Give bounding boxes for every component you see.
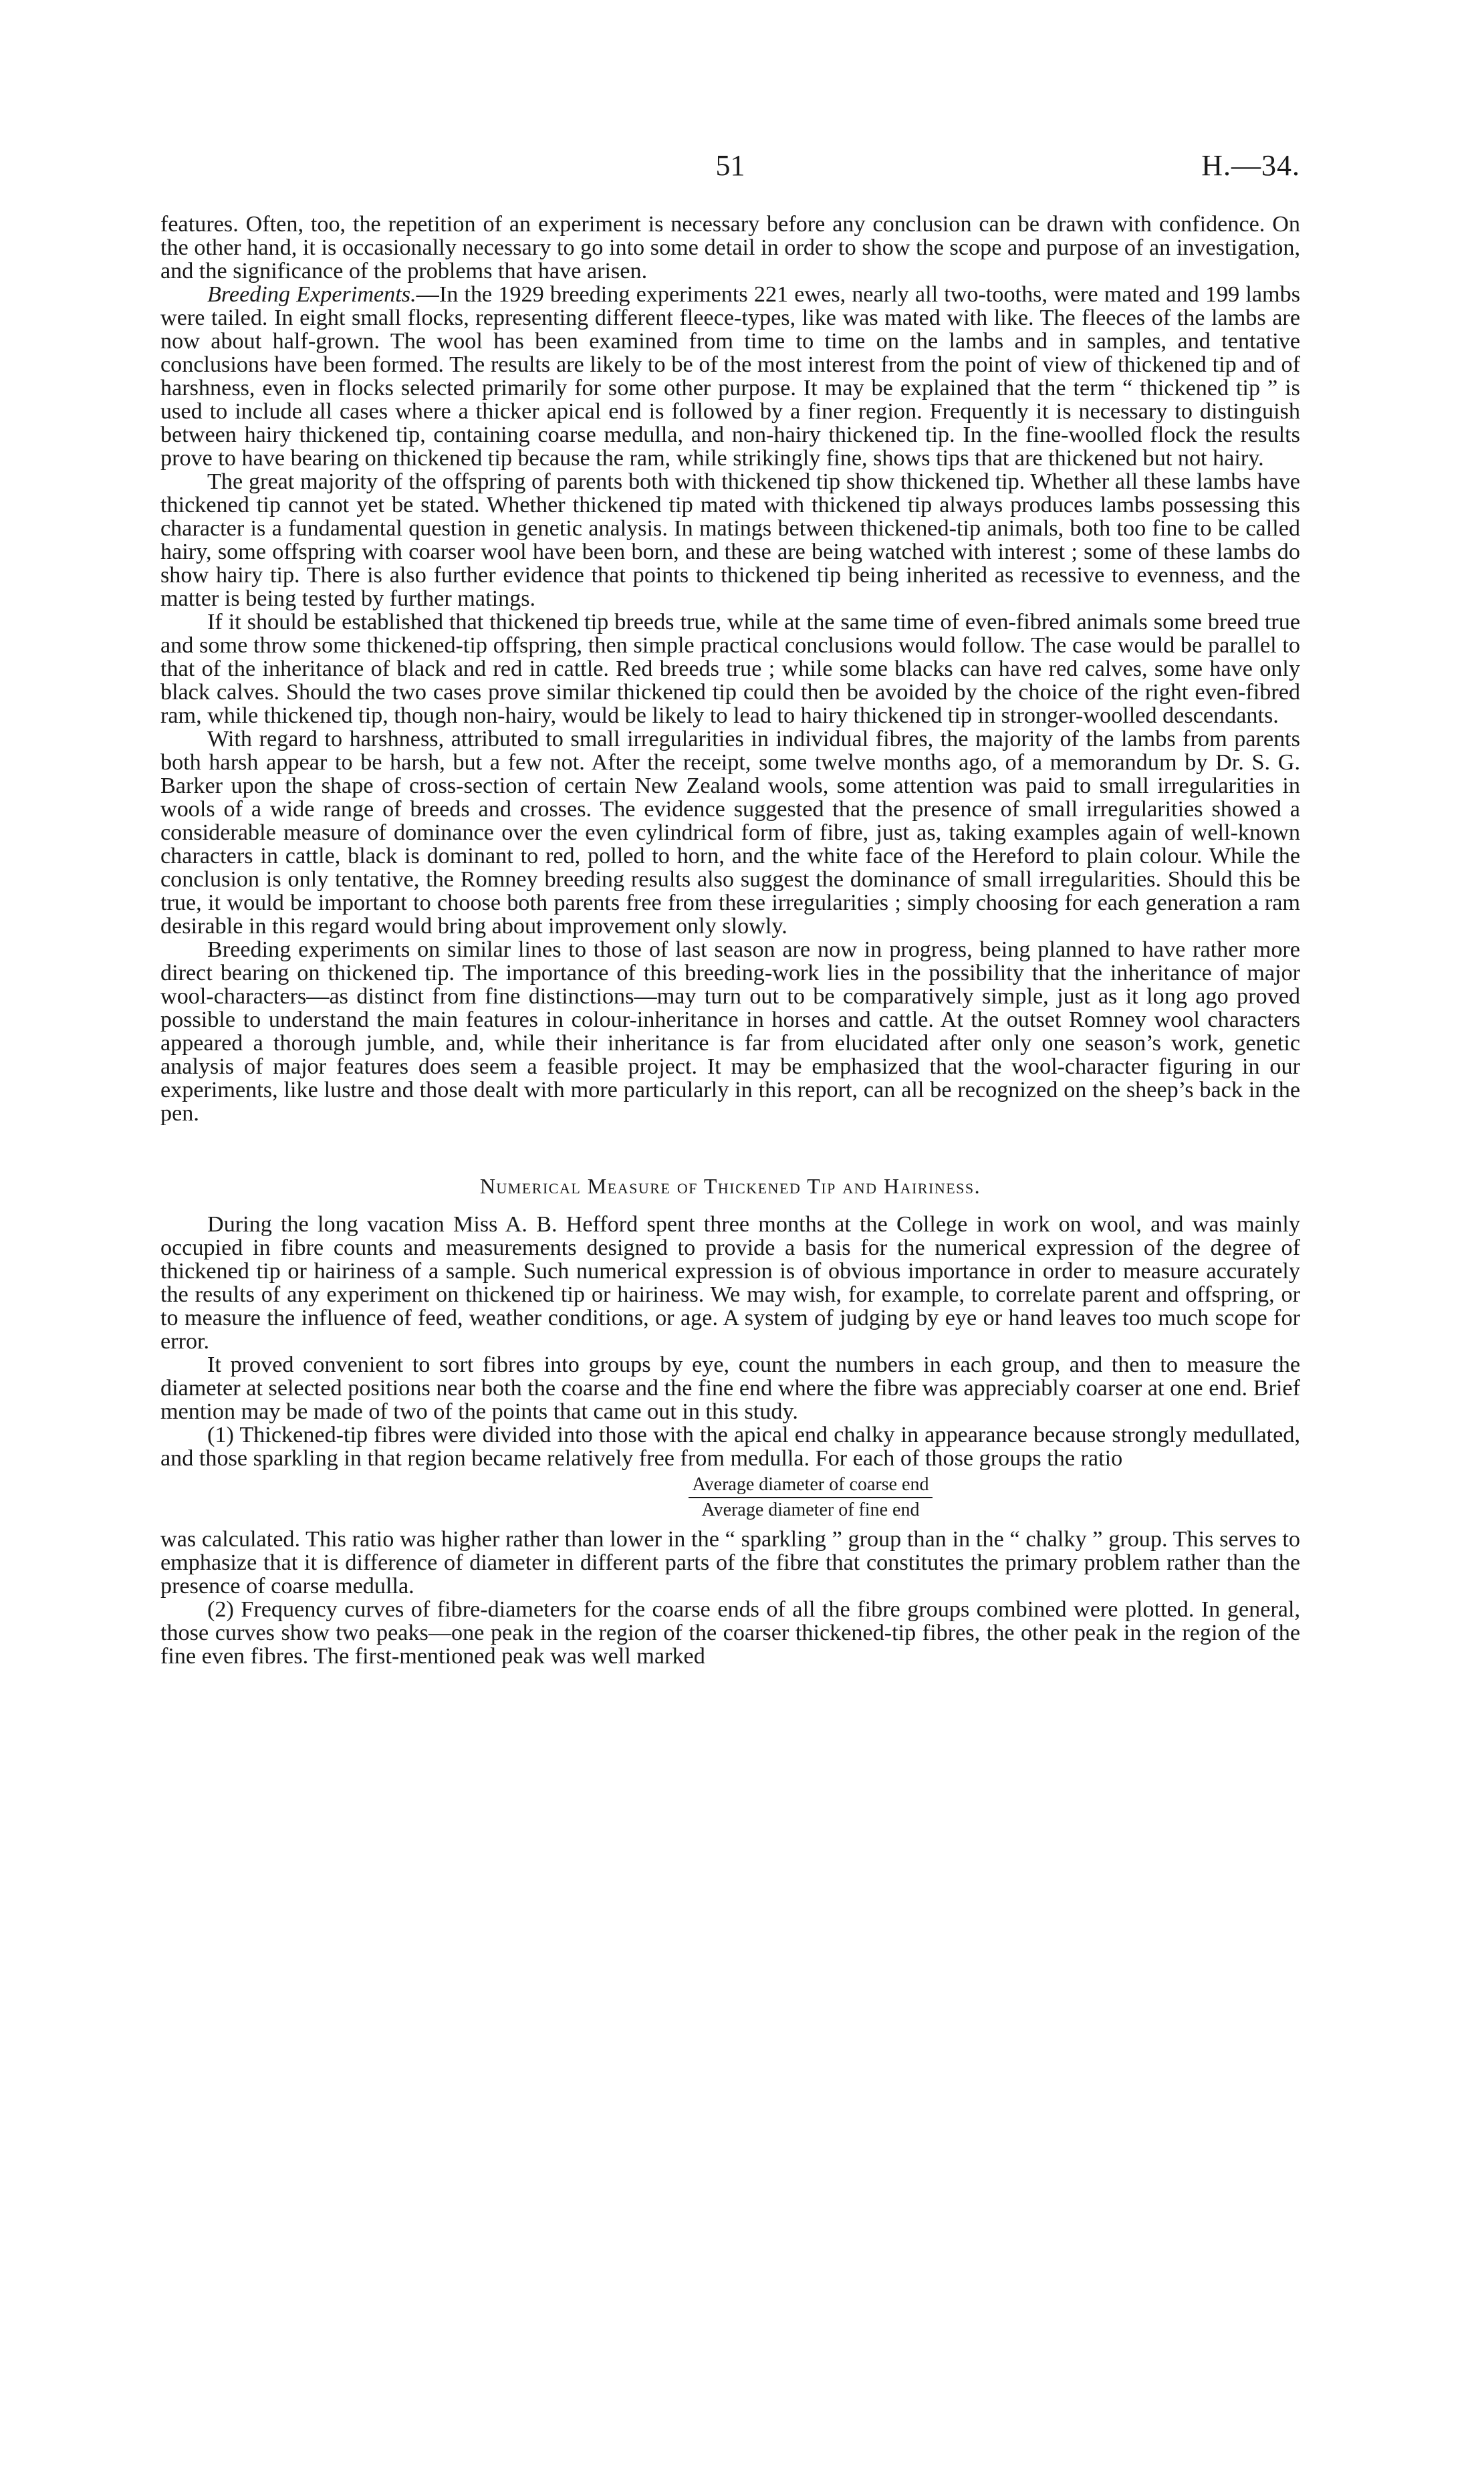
paragraph-harshness: With regard to harshness, attributed to small irregularities in individual fibres, the majority of the lambs from parents both harsh appear to be harsh, but a few not. After the receipt, some twelve months ago, of a memorandum by Dr. S. G. Barker upon the shape of cross-section of certain New Zealand wools, some attention was paid to small irregularities in wools of a wide range of breeds and crosses. The evidence suggested that the presence of small irregularities showed a considerable measure of dominance over the even cylindrical form of fibre, just as, taking examples again of well-known characters in cattle, black is dominant to red, polled to horn, and the white face of the Hereford to plain colour. While the conclusion is only tentative, the Romney breeding results also suggest the dominance of small irregularities. Should this be true, it would be important to choose both parents free from these irregularities ; simply choosing for each generation a ram desirable in this regard would bring about improvement only slowly. (160, 727, 1300, 939)
body-text (160, 213, 1300, 1668)
ratio-fraction (689, 1474, 933, 1521)
paragraph-point-two: (2) Frequency curves of fibre-diameters for the coarse ends of all the fibre groups combined were plotted. In general, those curves show two peaks—one peak in the region of the coarser thickened-tip fibres, the other peak in the region of the fine even fibres. The first-mentioned peak was well marked (160, 1597, 1300, 1669)
page-number: 51 (715, 149, 745, 182)
paragraph-point-one: (1) Thickened-tip fibres were divided into those with the apical end chalky in appearance because strongly medullated, and those sparkling in that region became relatively free from medulla. For each of those groups the ratio (160, 1423, 1300, 1471)
paragraph-sort-fibres: It proved convenient to sort fibres into groups by eye, count the numbers in each group, and then to measure the diameter at selected positions near both the coarse and the fine end where the fibre was appreciably coarser at one end. Brief mention may be made of two of the points that came out in this study. (160, 1352, 1300, 1424)
paragraph-offspring: The great majority of the offspring of parents both with thickened tip show thickened tip. Whether all these lambs have thickened tip cannot yet be stated. Whether thickened tip mated with thickened tip always produces lambs possessing this character is a fundamental question in genetic analysis. In matings between thickened-tip animals, both too fine to be called hairy, some offspring with coarser wool have been born, and these are being watched with interest ; some of these lambs do show hairy tip. There is also further evidence that points to thickened tip being inherited as recessive to evenness, and the matter is being tested by further matings. (160, 469, 1300, 611)
paragraph-long-vacation: During the long vacation Miss A. B. Hefford spent three months at the College in work on wool, and was mainly occupied in fibre counts and measurements designed to provide a basis for the numerical expression of the degree of thickened tip or hairiness of a sample. Such numerical expression is of obvious importance in order to measure accurately the results of any experiment on thickened tip or hairiness. We may wish, for example, to correlate parent and offspring, or to measure the influence of feed, weather conditions, or age. A system of judging by eye or hand leaves too much scope for error. (160, 1212, 1300, 1354)
paragraph-breeding-lines: Breeding experiments on similar lines to those of last season are now in progress, being planned to have rather more direct bearing on thickened tip. The importance of this breeding-work lies in the possibility that the inheritance of major wool-characters—as distinct from fine distinctions—may turn out to be comparatively simple, just as it long ago proved possible to understand the main features in colour-inheritance in horses and cattle. At the outset Romney wool characters appeared a thorough jumble, and, while their inheritance is far from elucidated after only one season’s work, genetic analysis of major features does seem a feasible project. It may be emphasized that the wool-character figuring in our experiments, like lustre and those dealt with more particularly in this report, can all be recognized on the sheep’s back in the pen. (160, 937, 1300, 1126)
paragraph-breeding-experiments (160, 283, 1300, 470)
fraction-numerator: Average diameter of coarse end (689, 1474, 933, 1498)
ratio-formula (160, 1474, 1300, 1521)
paragraph-breeds-true: If it should be established that thickened tip breeds true, while at the same time of even-fibred animals some breed true and some throw some thickened-tip offspring, then simple practical conclusions would follow. The case would be parallel to that of the inheritance of black and red in cattle. Red breeds true ; while some blacks can have red calves, some have only black calves. Should the two cases prove similar thickened tip could then be avoided by the choice of the right even-fibred ram, while thickened tip, though non-hairy, would be likely to lead to hairy thickened tip in stronger-woolled descendants. (160, 610, 1300, 728)
section-heading: Numerical Measure of Thickened Tip and Hairiness. (479, 1174, 981, 1198)
paragraph-continuation: features. Often, too, the repetition of an experiment is necessary before any conclusion can be drawn with confidence. On the other hand, it is occasionally necessary to go into some detail in order to show the scope and purpose of an investigation, and the significance of the problems that have arisen. (160, 212, 1300, 283)
breeding-experiments-lead: Breeding Experiments. (207, 282, 416, 307)
page-header (160, 148, 1300, 189)
document-reference: H.—34. (1201, 149, 1300, 182)
breeding-experiments-text: —In the 1929 breeding experiments 221 ewes, nearly all two-tooths, were mated and 199 lambs were tailed. In eight small flocks, representing different fleece-types, like was mated with like. The fleeces of the lambs are now about half-grown. The wool has been examined from time to time on the lambs and in samples, and tentative conclusions have been formed. The results are likely to be of the most interest from the point of view of thickened tip and of harshness, even in flocks selected primarily for some other purpose. It may be explained that the term “ thickened tip ” is used to include all cases where a thicker apical end is followed by a finer region. Frequently it is necessary to distinguish between hairy thickened tip, containing coarse medulla, and non-hairy thickened tip. In the fine-woolled flock the results prove to have bearing on thickened tip because the ram, while strikingly fine, shows tips that are thickened but not hairy. (160, 282, 1301, 471)
fraction-denominator: Average diameter of fine end (701, 1500, 920, 1520)
paragraph-ratio-calculated: was calculated. This ratio was higher rather than lower in the “ sparkling ” group than in the “ chalky ” group. This serves to emphasize that it is difference of diameter in different parts of the fibre that constitutes the primary problem rather than the presence of coarse medulla. (160, 1527, 1300, 1598)
